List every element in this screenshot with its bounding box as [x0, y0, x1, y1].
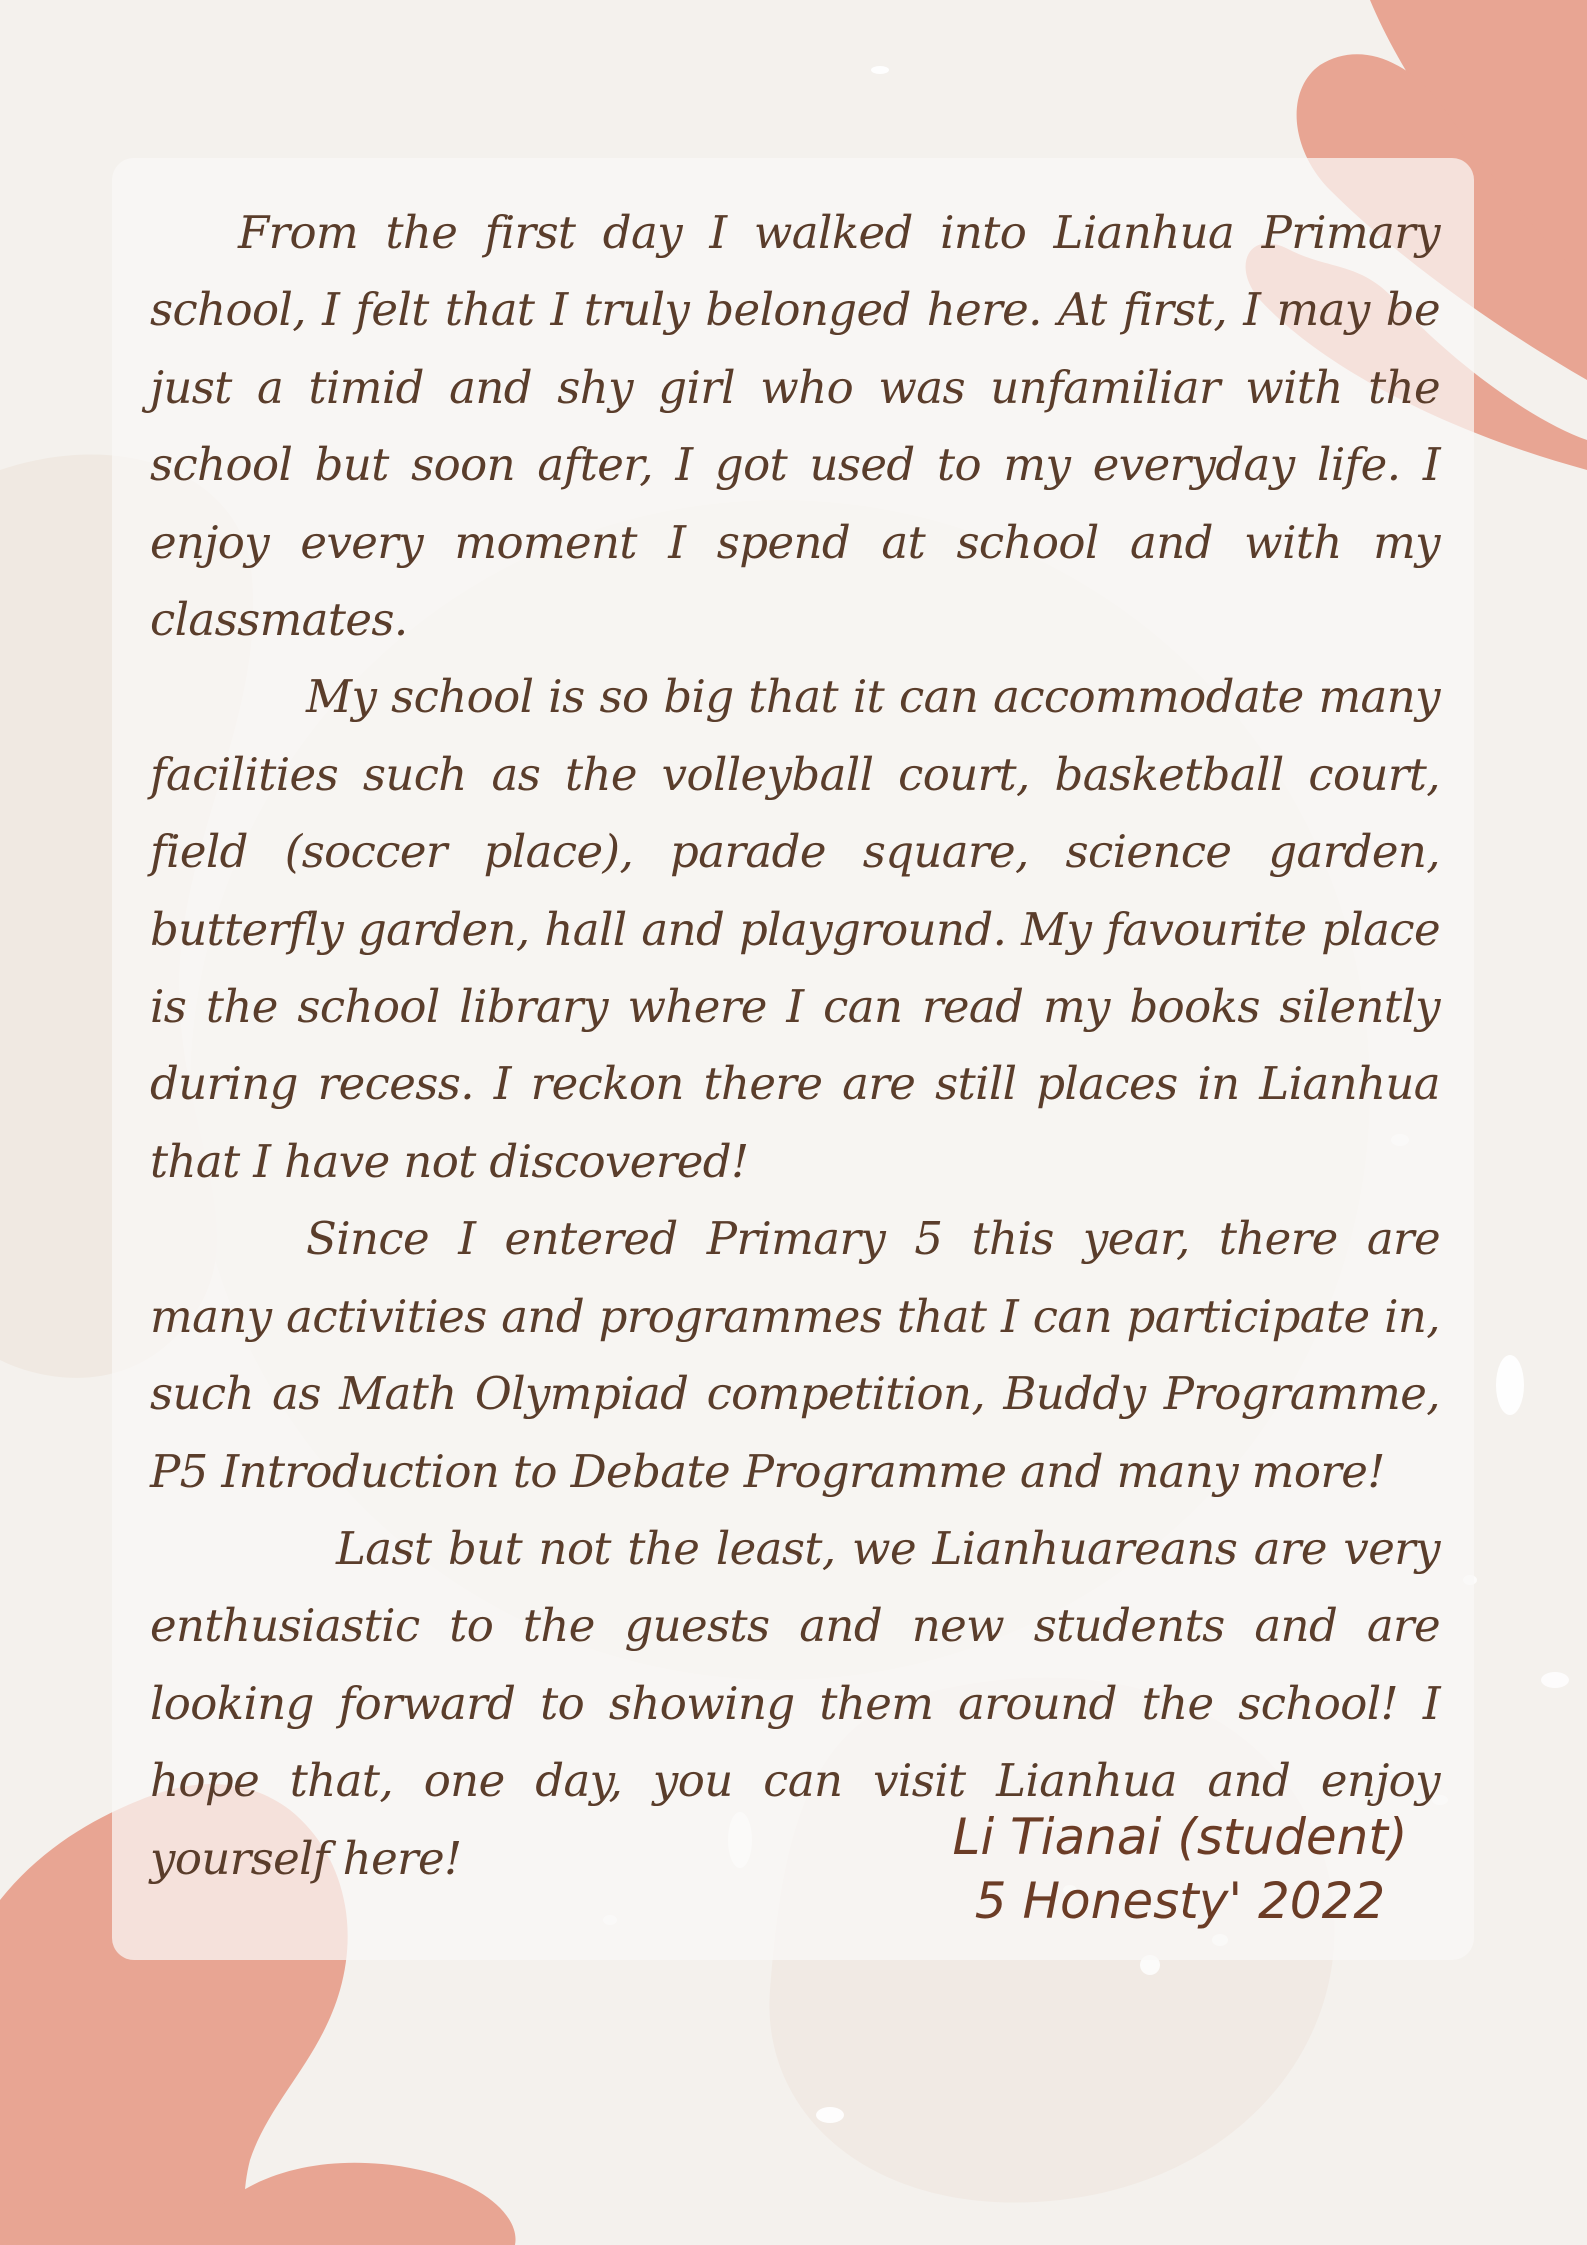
- letter-paragraph-3: Since I entered Primary 5 this year, there are many activities and programmes that I can participate in, such as Math Olympiad competition, Buddy Programme, P5 Introduction to Debate Programme and many more!: [150, 1212, 1440, 1498]
- signature-block: [900, 1805, 1460, 1933]
- letter-paragraph-4: Last but not the least, we Lianhuareans are very enthusiastic to the guests and new students and are looking forward to showing them around the school! I hope that, one day, you can visit Lianhua and enjoy yourself here!: [150, 1521, 1440, 1885]
- speckle: [1541, 1672, 1569, 1688]
- letter-paragraph-2: My school is so big that it can accommodate many facilities such as the volleyball court, basketball court, field (soccer place), parade square, science garden, butterfly garden, hall and playground. My favourite place is the school library where I can read my books silently during recess. I reckon there are still places in Lianhua that I have not discovered!: [150, 670, 1440, 1188]
- signature-class-year: 5 Honesty' 2022: [974, 1872, 1386, 1930]
- letter-body: [150, 194, 1440, 1897]
- signature-name: Li Tianai (student): [952, 1808, 1408, 1866]
- speckle: [871, 66, 889, 74]
- speckle: [816, 2107, 844, 2123]
- speckle: [1496, 1355, 1524, 1415]
- letter-paragraph-1: From the first day I walked into Lianhua Primary school, I felt that I truly belonged here. At first, I may be just a timid and shy girl who was unfamiliar with the school but soon after, I got used to my everyday life. I enjoy every moment I spend at school and with my classmates.: [150, 206, 1440, 647]
